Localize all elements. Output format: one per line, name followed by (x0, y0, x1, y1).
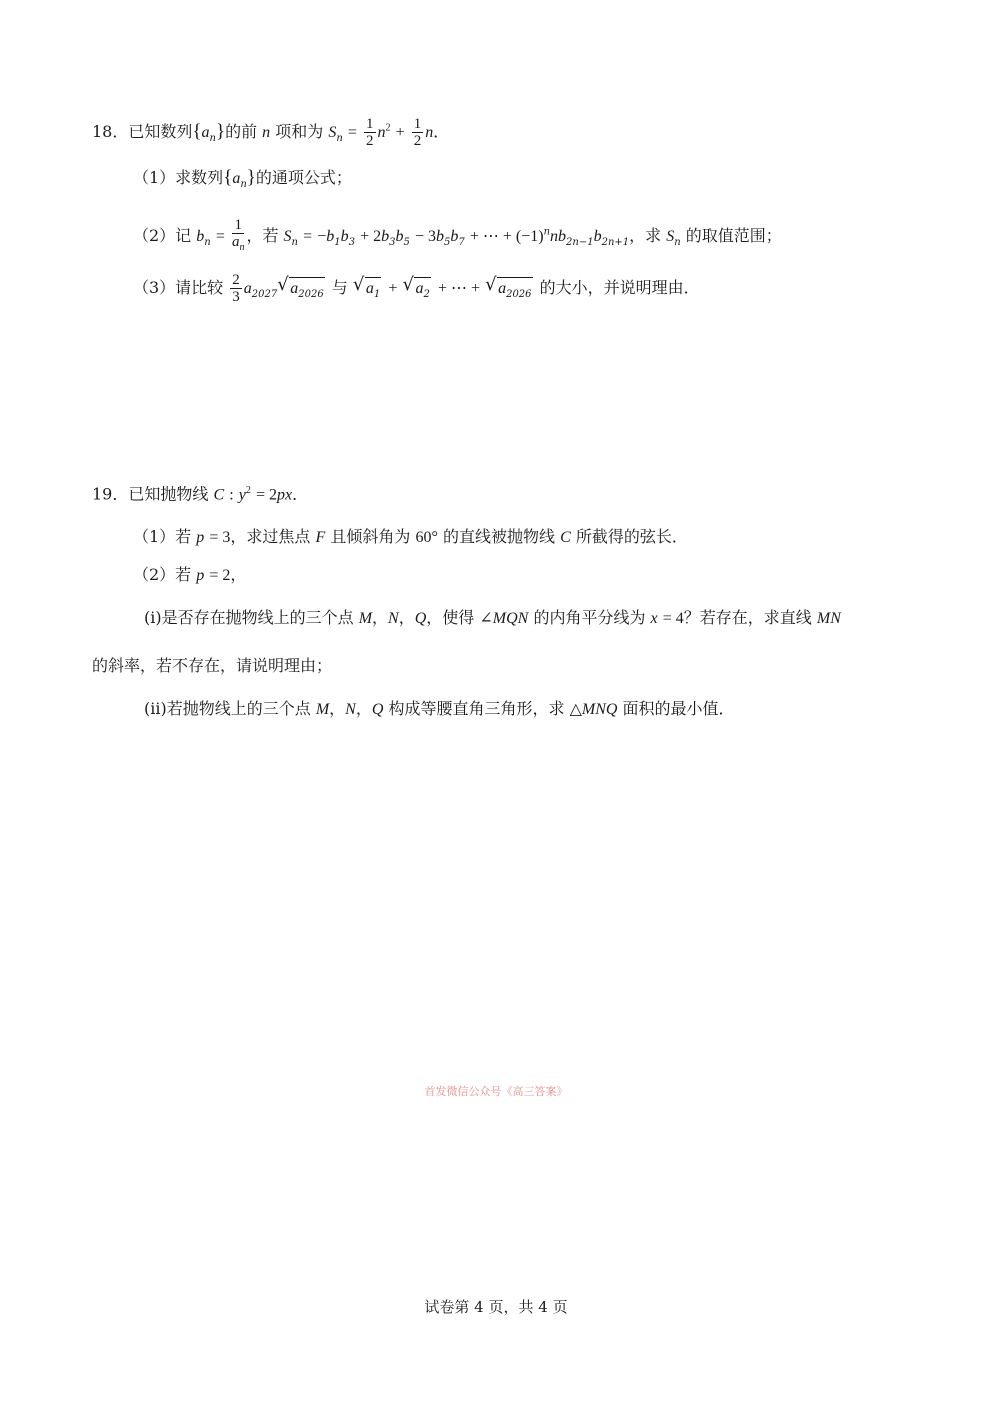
q19-part2-ii: (ii)若抛物线上的三个点 M，N，Q 构成等腰直角三角形，求 △MNQ 面积的最小值． (144, 699, 735, 718)
watermark-text: 首发微信公众号《高三答案》 (424, 1085, 568, 1098)
q18-part1: （1）求数列$\{a_n\}$的通项公式； (133, 167, 352, 191)
q19-part2-i-line2: 的斜率，若不存在，请说明理由； (92, 656, 333, 675)
q18-part3: （3）请比较 $\frac{2}{3}$ $a_{2027}√$ $a_{2026}$ 与 √ $a_1$ + √ $a_2$ + ⋯ + √ $a_{2026}$ 的大小，并说明理由． (133, 272, 700, 306)
page-footer: 试卷第 4 页，共 4 页 (424, 1298, 568, 1316)
q19-stem: 19．已知抛物线 C : $y^2 = 2px$． (92, 484, 309, 504)
q18-part2: （2）记 $b_n$ = $\frac{1}{a_n}$ ，若 $S_n = -b_1b_3 + 2b_3b_5 - 3b_5b_7$ + ⋯ + $(-1)^nnb_{2n-1}b_{2n+1}$，求 $S_n$ 的取值范围； (133, 217, 782, 253)
q19-part2: （2）若 p = 2， (133, 565, 247, 584)
q18-stem: 18．已知数列$\{a_n\}$的前 n 项和为 $S_n$ = $\frac{1}{2}$ $n^2$ + $\frac{1}{2}$ n． (92, 116, 450, 149)
q19-part2-i-line1: (i)是否存在抛物线上的三个点 M，N，Q，使得 ∠MQN 的内角平分线为 x = 4？若存在，求直线 MN (144, 608, 841, 627)
q19-part1: （1）若 p = 3，求过焦点 F 且倾斜角为 60° 的直线被抛物线 C 所截得的弦长． (133, 527, 688, 546)
